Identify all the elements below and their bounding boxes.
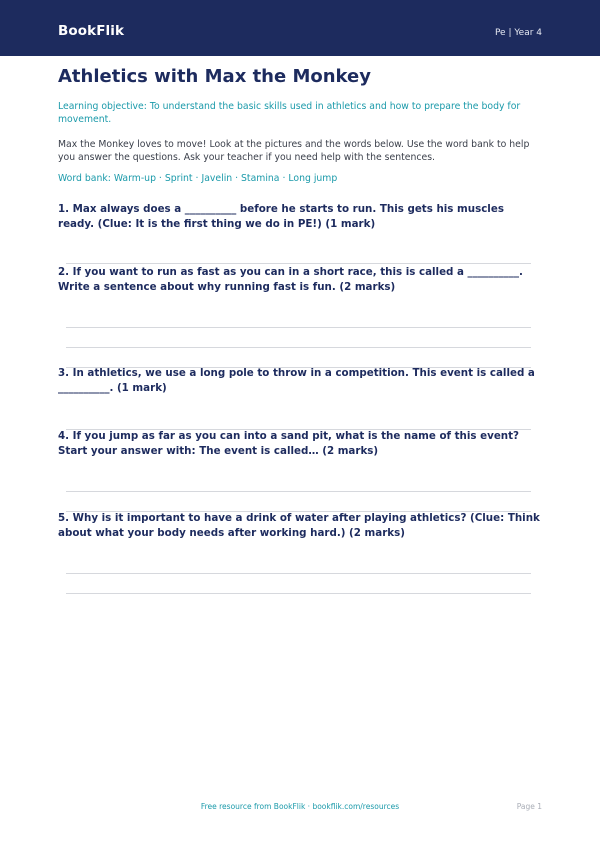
- answer-line[interactable]: [66, 491, 531, 492]
- question-3: 3. In athletics, we use a long pole to throw in a competition. This event is called a __________. (1 mark): [58, 367, 535, 394]
- footer-link-text[interactable]: Free resource from BookFlik · bookflik.com/resources: [200, 802, 400, 811]
- intro-text: Max the Monkey loves to move! Look at the pictures and the words below. Use the word bank to help you answer the questions. Ask your teacher if you need help with the sentences.: [58, 139, 530, 163]
- learning-objective: Learning objective: To understand the basic skills used in athletics and how to prepare the body for movement.: [58, 101, 521, 125]
- question-4: 4. If you jump as far as you can into a sand pit, what is the name of this event? Start your answer with: The event is called… (2 marks): [58, 430, 520, 457]
- question-1: 1. Max always does a __________ before he starts to run. This gets his muscles ready. (Clue: It is the first thing we do in PE!) (1 mark): [58, 203, 504, 230]
- answer-line[interactable]: [66, 573, 531, 574]
- question-5: 5. Why is it important to have a drink of water after playing athletics? (Clue: Think about what your body needs after working hard.) (2 marks): [58, 512, 540, 539]
- answer-line[interactable]: [66, 593, 531, 594]
- word-bank: Word bank: Warm-up · Sprint · Javelin · Stamina · Long jump: [58, 173, 338, 184]
- answer-line[interactable]: [66, 263, 531, 264]
- page-number: Page 1: [516, 802, 542, 811]
- subject-year-label: Pe | Year 4: [494, 28, 542, 38]
- answer-line[interactable]: [66, 327, 531, 328]
- page-title: Athletics with Max the Monkey: [58, 66, 371, 87]
- header-bar: [0, 0, 600, 56]
- question-2: 2. If you want to run as fast as you can in a short race, this is called a __________. Write a sentence about why running fast is fun. (2 marks): [58, 266, 523, 293]
- brand-logo-text[interactable]: BookFlik: [58, 23, 125, 39]
- answer-line[interactable]: [66, 347, 531, 348]
